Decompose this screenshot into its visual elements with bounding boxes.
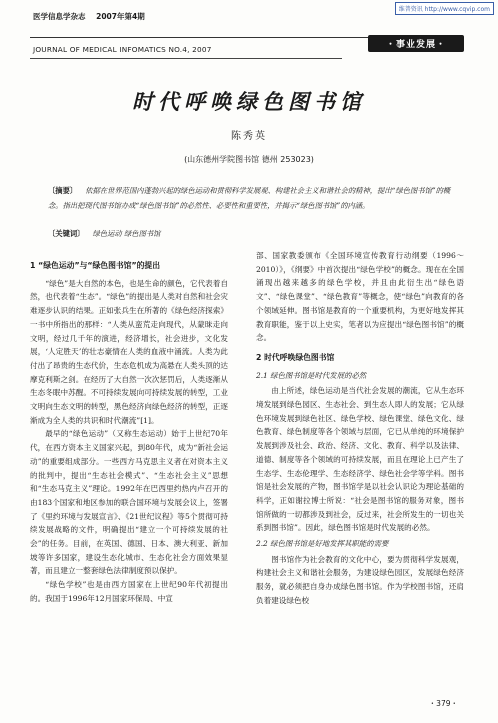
keywords (48, 229, 458, 239)
abstract-label: 〔摘要〕 (48, 186, 78, 195)
journal-issue: 2007年第4期 (96, 12, 145, 21)
journal-header (33, 11, 153, 22)
paragraph: “绿色学校”也是由西方国家在上世纪90年代初提出的。我国于1996年12月国家环保局、中宣 (30, 580, 228, 603)
right-column (256, 249, 464, 608)
page-number: ・379・ (428, 699, 458, 708)
watermark-label: 维普资讯 http://www.cqvip.com (395, 2, 494, 15)
keywords-text: 绿色运动 绿色图书馆 (92, 229, 161, 238)
abstract-text: 依据在世界范围内蓬勃兴起的绿色运动和贯彻科学发展观、构建社会主义和谐社会的精神，提出“绿色图书馆”的概念。指出把现代图书馆办成“绿色图书馆”的必然性、必要性和重要性，并揭示“绿色图书馆”的内涵。 (48, 186, 451, 210)
paragraph: 部、国家教委颁布《全国环境宣传教育行动纲要（1996～2010）》，《纲要》中首次提出“绿色学校”的概念。现在在全国涌现出越来越多的绿色学校，并且由此衍生出“绿色语文”、“绿色课堂”、“绿色教育”等概念，使“绿色”向教育的各个领域延伸。图书馆是教育的一个重要机构，为更好地发挥其教育职能，鉴于以上史实，笔者以为应提出“绿色图书馆”的概念。 (256, 251, 464, 343)
paragraph: 由上所述，绿色运动是当代社会发展的潮流，它从生态环境发展到绿色园区、生态社会、到生态人即人的发展；它从绿色环境发展到绿色社区、绿色学校、绿色课堂、绿色文化、绿色教育、绿色制度等各个领域与层面，它已从单纯的环境保护发展到涉及社会、政治、经济、文化、教育、科学以及法律、道德、制度等各个领域的可持续发展，而且在理论上已产生了生态学、生态伦理学、生态经济学、绿色社会学等学科。图书馆是社会发展的产物，图书馆学是以社会认识论为理论基础的科学，正如谢拉博士所说：“社会是图书馆的服务对象，图书馆所做的一切都涉及到社会，反过来，社会所发生的一切也关系到图书馆”。因此，绿色图书馆是时代发展的必然。 (256, 386, 464, 533)
section-heading-1: 1 “绿色运动”与“绿色图书馆”的提出 (30, 261, 160, 270)
journal-name-en: JOURNAL OF MEDICAL INFOMATICS NO.4, 2007 (33, 45, 212, 54)
paragraph: 最早的“绿色运动”（又称生态运动）始于上世纪70年代，在西方资本主义国家兴起，到80年代，成为“新社会运动”的重要组成部分。一些西方马克思主义者在对资本主义的批判中，提出“生态社会模式”、“生态社会主义”思想和“生态马克主义”理论。1992年在巴西里约热内卢召开的由183个国家和地区参加的联合国环境与发展会议上，签署了《里约环境与发展宣言》、《21世纪议程》等5个贯彻可持续发展战略的文件，明确提出“建立一个可持续发展的社会”的任务。目前，在英国、德国、日本、澳大利亚、新加坡等许多国家，建设生态化城市、生态化社会方面效果显著，而且建立一整套绿色法律制度预以保护。 (30, 429, 228, 576)
article-title: 时代呼唤绿色图书馆 (132, 89, 366, 114)
keywords-label: 〔关键词〕 (48, 229, 85, 238)
subsection-heading-2-2: 2.2 绿色图书馆是好地发挥其职能的需要 (256, 539, 389, 549)
journal-name-cn: 医学信息学杂志 (33, 12, 86, 21)
subsection-heading-2-1: 2.1 绿色图书馆是时代发展的必然 (256, 370, 367, 380)
left-column (30, 259, 228, 606)
section-tag: ・事业发展・ (368, 35, 464, 52)
author-name: 陈秀英 (231, 131, 267, 142)
header-rule-2 (30, 58, 342, 59)
abstract (48, 183, 458, 213)
paragraph: “绿色”是大自然的本色，也是生命的颜色，它代表着自然，也代表着“生态”。“绿色”的提出是人类对自然和社会灾难逐步认识的结果。正如张兵生在所著的《绿色经济探索》一书中所指出的那样：“人类从蛮荒走向现代，从蒙昧走向文明，经过几千年的演进，经济增长，社会进步，文化发展，‘人定胜天’的壮志豪情在人类的血液中涌流。人类为此付出了昂贵的生态代价，生态危机成为高悬在人类头顶的达摩克利斯之剑。在经历了大自然一次次惩罚后，人类逐渐从生态冬眠中苏醒。不可持续发展向可持续发展的转型，工业文明向生态文明的转型，黑色经济向绿色经济的转型，正逐渐成为全人类的共识和时代潮流”[1]。 (30, 278, 228, 425)
author-affiliation: (山东德州学院图书馆 德州 253023) (184, 155, 314, 164)
paragraph: 图书馆作为社会教育的文化中心，要为贯彻科学发展观，构建社会主义和谐社会服务，为建设绿色园区，发展绿色经济服务，就必须把自身办成绿色图书馆。作为学校图书馆，还肩负着建设绿色校 (256, 554, 464, 605)
section-heading-2: 2 时代呼唤绿色图书馆 (256, 352, 335, 362)
